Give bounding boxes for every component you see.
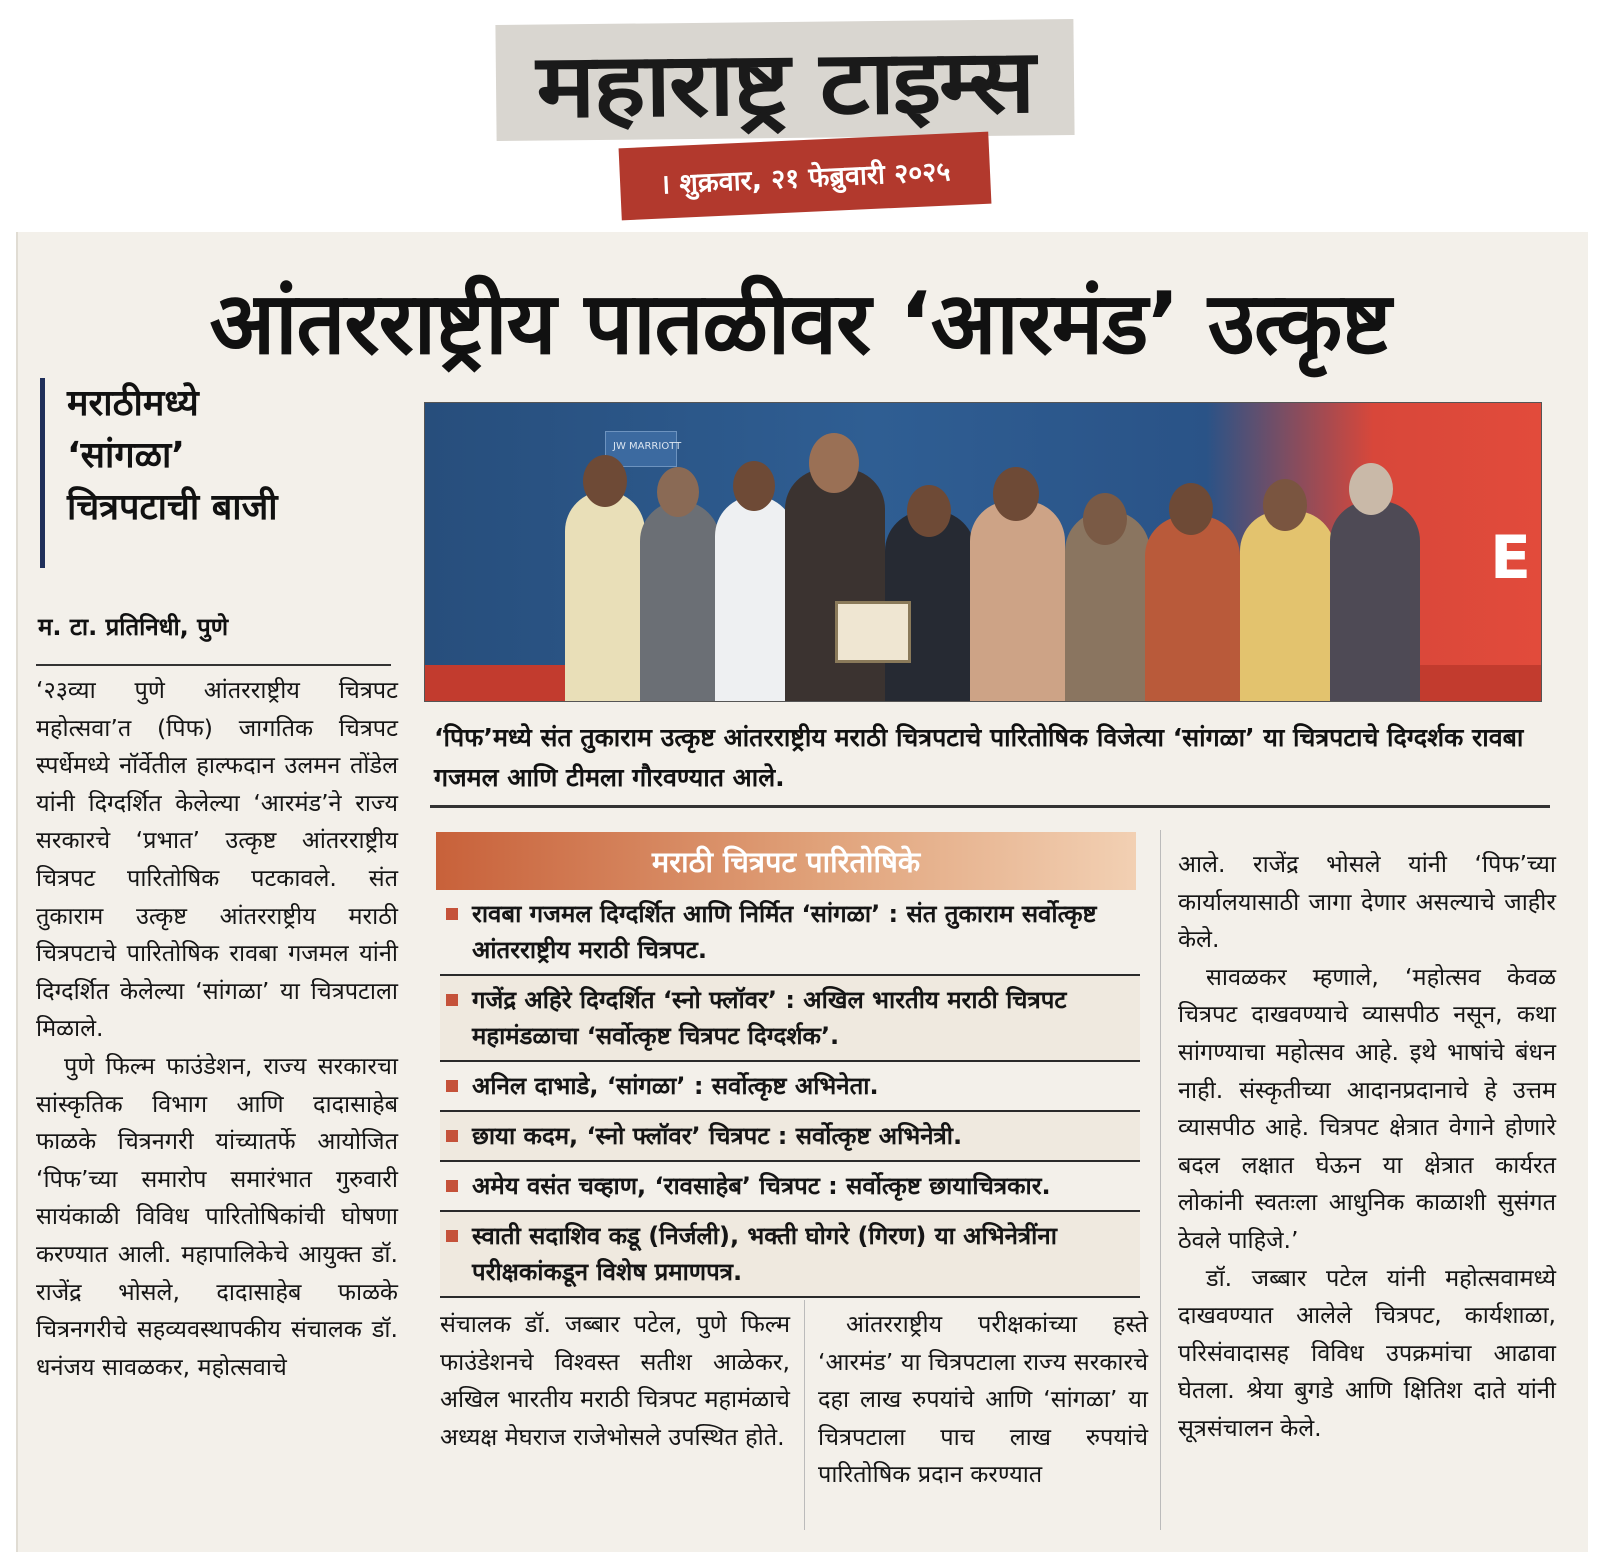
paragraph: आले. राजेंद्र भोसले यांनी ‘पिफ’च्या कार्यालयासाठी जागा देणार असल्याचे जाहीर केले. <box>1178 850 1556 954</box>
list-item <box>440 1112 1140 1162</box>
person-head <box>733 461 775 511</box>
event-photo <box>424 402 1542 702</box>
headline: आंतरराष्ट्रीय पातळीवर ‘आरमंड’ उत्कृष्ट <box>209 274 1391 374</box>
awards-title-text: मराठी चित्रपट पारितोषिके <box>651 844 921 879</box>
award-text: अनिल दाभाडे, ‘सांगळा’ : सर्वोत्कृष्ट अभिनेता. <box>472 1072 879 1100</box>
person-head <box>809 433 859 493</box>
article-column-left <box>36 672 398 1386</box>
person <box>785 469 885 701</box>
award-text: अमेय वसंत चव्हाण, ‘रावसाहेब’ चित्रपट : सर्वोत्कृष्ट छायाचित्रकार. <box>472 1172 1051 1200</box>
person-head <box>1349 463 1393 515</box>
column-divider <box>804 1300 805 1530</box>
sponsor-sign-text: JW MARRIOTT <box>613 441 682 452</box>
article-column-right <box>1178 846 1556 1448</box>
person <box>640 501 720 701</box>
award-text: गजेंद्र अहिरे दिग्दर्शित ‘स्नो फ्लॉवर’ : अखिल भारतीय मराठी चित्रपट महामंडळाचा ‘सर्वोत्कृष्ट चित्रपट दिग्दर्शक’. <box>472 986 1067 1050</box>
divider <box>430 805 1550 808</box>
divider <box>36 664 391 666</box>
list-item <box>440 976 1140 1062</box>
subheadline <box>40 378 422 568</box>
byline: म. टा. प्रतिनिधी, पुणे <box>38 613 229 641</box>
paragraph: सावळकर म्हणाले, ‘महोत्सव केवळ चित्रपट दाखवण्याचे व्यासपीठ नसून, कथा सांगण्याचा महोत्सव आहे. इथे भाषांचे बंधन नाही. संस्कृतीच्या आदानप्रदानाचे हे उत्तम व्यासपीठ आहे. चित्रपट क्षेत्रात वेगाने होणारे बदल लक्षात घेऊन या क्षेत्रात कार्यरत लोकांनी स्वतःला आधुनिक काळाशी सुसंगत ठेवले पाहिजे.’ <box>1178 962 1556 1254</box>
subhead-line-3: चित्रपटाची बाजी <box>67 487 278 528</box>
paragraph: आंतरराष्ट्रीय परीक्षकांच्या हस्ते ‘आरमंड’ या चित्रपटाला राज्य सरकारचे दहा लाख रुपयांचे आणि ‘सांगळा’ या चित्रपटाला पाच लाख रुपयांचे पारितोषिक प्रदान करण्यात <box>818 1310 1148 1489</box>
backdrop-letter: E <box>1490 523 1531 593</box>
bullet-icon <box>446 1230 458 1242</box>
issue-date: । शुक्रवार, २१ फेब्रुवारी २०२५ <box>659 155 952 201</box>
masthead-title: महाराष्ट्र टाइम्स <box>536 29 1034 138</box>
paragraph: पुणे फिल्म फाउंडेशन, राज्य सरकारचा सांस्कृतिक विभाग आणि दादासाहेब फाळके चित्रनगरी यांच्यातर्फे आयोजित ‘पिफ’च्या समारोप समारंभात गुरुवारी सायंकाळी विविध पारितोषिकांची घोषणा करण्यात आली. महापालिकेचे आयुक्त डॉ. राजेंद्र भोसले, दादासाहेब फाळके चित्रनगरीचे सहव्यवस्थापकीय संचालक डॉ. धनंजय सावळकर, महोत्सवाचे <box>36 1051 398 1381</box>
person <box>970 501 1065 701</box>
person <box>1330 501 1420 701</box>
article-column-mid-2 <box>818 1306 1148 1494</box>
list-item <box>440 1212 1140 1298</box>
subhead-line-1: मराठीमध्ये <box>67 383 199 424</box>
column-divider <box>1160 830 1161 1530</box>
awards-box-title <box>436 832 1136 890</box>
award-plaque <box>835 601 911 663</box>
award-text: रावबा गजमल दिग्दर्शित आणि निर्मित ‘सांगळा’ : संत तुकाराम सर्वोत्कृष्ट आंतरराष्ट्रीय मराठी चित्रपट. <box>472 900 1097 964</box>
awards-list <box>440 890 1140 1298</box>
person-head <box>1083 493 1127 545</box>
person <box>565 491 645 701</box>
person-head <box>907 485 951 537</box>
person <box>715 496 795 701</box>
award-text: छाया कदम, ‘स्नो फ्लॉवर’ चित्रपट : सर्वोत्कृष्ट अभिनेत्री. <box>472 1122 963 1150</box>
list-item <box>440 1062 1140 1112</box>
person-head <box>993 467 1039 521</box>
person-head <box>1169 483 1213 535</box>
article-column-mid-1 <box>440 1306 790 1456</box>
person-head <box>583 455 627 507</box>
award-text: स्वाती सदाशिव कडू (निर्जली), भक्ती घोगरे (गिरण) या अभिनेत्रींना परीक्षकांकडून विशेष प्रमाणपत्र. <box>472 1222 1057 1286</box>
bullet-icon <box>446 1130 458 1142</box>
list-item <box>440 890 1140 976</box>
list-item <box>440 1162 1140 1212</box>
paragraph: ‘२३व्या पुणे आंतरराष्ट्रीय चित्रपट महोत्सवा’त (पिफ) जागतिक चित्रपट स्पर्धेमध्ये नॉर्वेतील हाल्फदान उलमन तोंडेल यांनी दिग्दर्शित केलेल्या ‘आरमंड’ने राज्य सरकारचे ‘प्रभात’ उत्कृष्ट आंतरराष्ट्रीय चित्रपट पारितोषिक पटकावले. संत तुकाराम उत्कृष्ट आंतरराष्ट्रीय मराठी चित्रपटाचे पारितोषिक रावबा गजमल यांनी दिग्दर्शित केलेल्या ‘सांगळा’ या चित्रपटाला मिळाले. <box>36 676 398 1043</box>
subhead-line-2: ‘सांगळा’ <box>67 435 185 476</box>
date-banner <box>619 132 992 221</box>
bullet-icon <box>446 908 458 920</box>
bullet-icon <box>446 1080 458 1092</box>
person-head <box>1263 479 1307 531</box>
bullet-icon <box>446 1180 458 1192</box>
paragraph: डॉ. जब्बार पटेल यांनी महोत्सवामध्ये दाखवण्यात आलेले चित्रपट, कार्यशाळा, परिसंवादासह विविध उपक्रमांचा आढावा घेतला. श्रेया बुगडे आणि क्षितिश दाते यांनी सूत्रसंचालन केले. <box>1178 1263 1556 1442</box>
paragraph: संचालक डॉ. जब्बार पटेल, पुणे फिल्म फाउंडेशनचे विश्वस्त सतीश आळेकर, अखिल भारतीय मराठी चित्रपट महामंळाचे अध्यक्ष मेघराज राजेभोसले उपस्थित होते. <box>440 1310 790 1451</box>
photo-caption: ‘पिफ’मध्ये संत तुकाराम उत्कृष्ट आंतरराष्ट्रीय मराठी चित्रपटाचे पारितोषिक विजेत्या ‘सांगळा’ या चित्रपटाचे दिग्दर्शक रावबा गजमल आणि टीमला गौरवण्यात आले. <box>434 723 1524 792</box>
person-head <box>657 467 699 517</box>
bullet-icon <box>446 994 458 1006</box>
person <box>1145 516 1240 701</box>
masthead-logo <box>495 19 1074 141</box>
person <box>1240 511 1335 701</box>
